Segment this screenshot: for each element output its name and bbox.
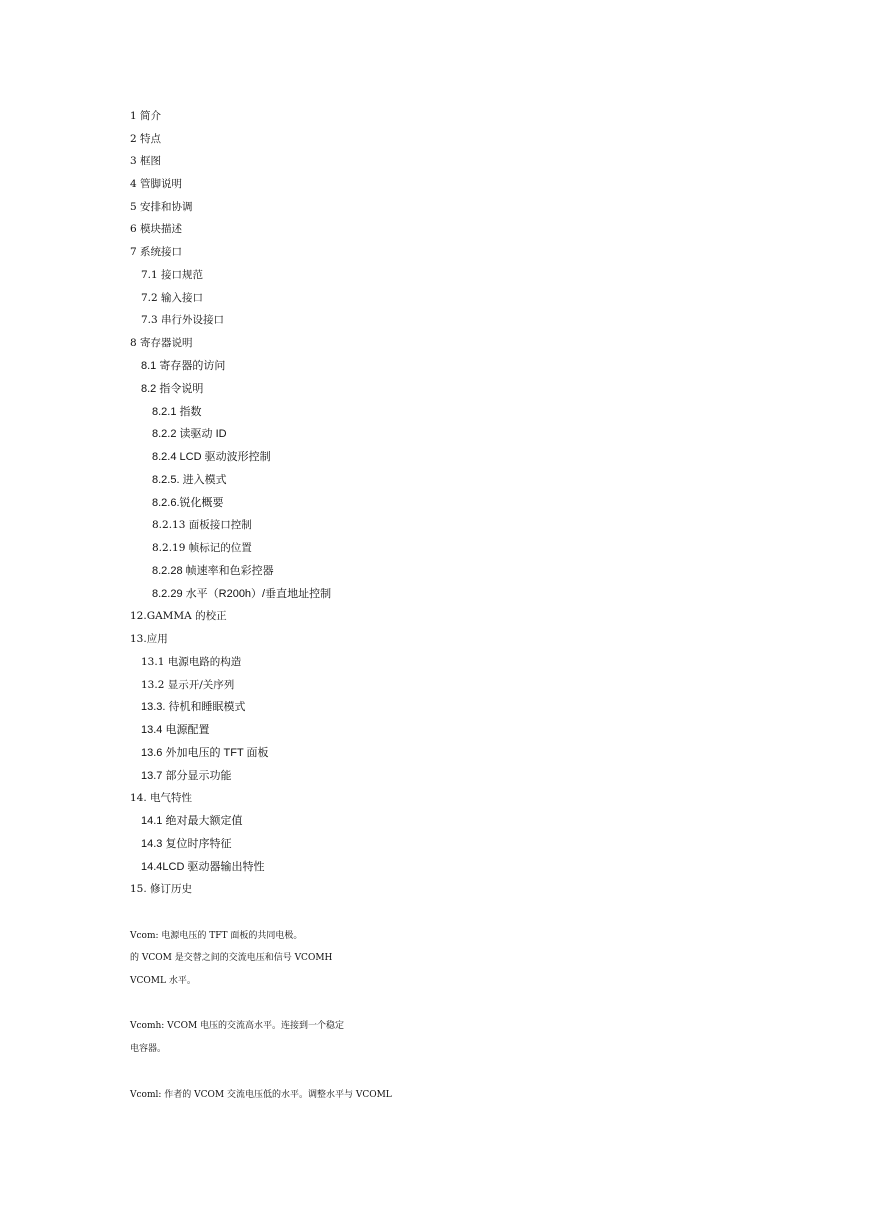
toc-entry-7: 7 系统接口	[130, 246, 183, 258]
toc-entry-8-2-19: 8.2.19 帧标记的位置	[152, 542, 252, 554]
toc-entry-8-1: 8.1 寄存器的访问	[141, 360, 226, 372]
toc-entry-14-4: 14.4LCD 驱动器输出特性	[141, 861, 265, 873]
toc-entry-7-2: 7.2 输入接口	[141, 292, 204, 304]
toc-entry-14: 14. 电气特性	[130, 792, 193, 804]
toc-entry-8: 8 寄存器说明	[130, 337, 193, 349]
toc-entry-6: 6 模块描述	[130, 223, 183, 235]
toc-entry-14-3: 14.3 复位时序特征	[141, 838, 232, 850]
note-vcomh-line-2: 电容器。	[130, 1044, 167, 1054]
note-vcom-line-3: VCOML 水平。	[130, 976, 196, 986]
toc-entry-8-2-13: 8.2.13 面板接口控制	[152, 519, 252, 531]
toc-entry-13: 13.应用	[130, 633, 168, 645]
toc-entry-7-3: 7.3 串行外设接口	[141, 314, 225, 326]
toc-entry-8-2: 8.2 指令说明	[141, 383, 204, 395]
toc-entry-14-1: 14.1 绝对最大额定值	[141, 815, 243, 827]
toc-entry-13-4: 13.4 电源配置	[141, 724, 210, 736]
note-vcom-line-2: 的 VCOM 是交替之间的交流电压和信号 VCOMH	[130, 953, 333, 963]
note-vcomh-line-1: Vcomh: VCOM 电压的交流高水平。连接到一个稳定	[130, 1021, 345, 1031]
toc-entry-5: 5 安排和协调	[130, 201, 193, 213]
toc-entry-8-2-29: 8.2.29 水平（R200h）/垂直地址控制	[152, 588, 332, 600]
note-vcom-line-1: Vcom: 电源电压的 TFT 面板的共同电极。	[130, 931, 303, 941]
toc-entry-8-2-6: 8.2.6.锐化概要	[152, 497, 224, 509]
toc-entry-8-2-5: 8.2.5. 进入模式	[152, 474, 227, 486]
toc-entry-7-1: 7.1 接口规范	[141, 269, 204, 281]
toc-entry-13-7: 13.7 部分显示功能	[141, 770, 232, 782]
toc-entry-13-1: 13.1 电源电路的构造	[141, 656, 242, 668]
toc-entry-8-2-2: 8.2.2 读驱动 ID	[152, 428, 227, 440]
toc-entry-4: 4 管脚说明	[130, 178, 183, 190]
toc-entry-8-2-1: 8.2.1 指数	[152, 406, 202, 418]
toc-entry-13-6: 13.6 外加电压的 TFT 面板	[141, 747, 269, 759]
toc-entry-13-3: 13.3. 待机和睡眠模式	[141, 701, 246, 713]
toc-entry-1: 1 简介	[130, 110, 162, 122]
toc-entry-8-2-28: 8.2.28 帧速率和色彩控器	[152, 565, 274, 577]
note-vcoml-line-1: Vcoml: 作者的 VCOM 交流电压低的水平。调整水平与 VCOML	[130, 1090, 392, 1100]
toc-entry-8-2-4: 8.2.4 LCD 驱动波形控制	[152, 451, 271, 463]
toc-entry-12: 12.GAMMA 的校正	[130, 610, 227, 622]
toc-entry-2: 2 特点	[130, 133, 162, 145]
toc-entry-13-2: 13.2 显示开/关序列	[141, 679, 235, 691]
toc-entry-3: 3 框图	[130, 155, 162, 167]
toc-entry-15: 15. 修订历史	[130, 883, 193, 895]
